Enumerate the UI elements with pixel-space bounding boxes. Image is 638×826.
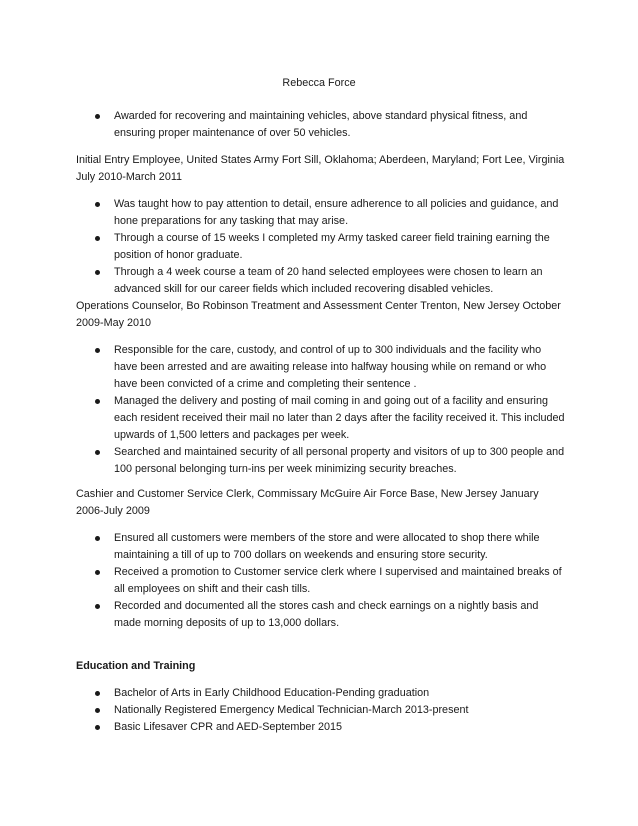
list-item: Awarded for recovering and maintaining vehicles, above standard physical fitness, and ensuring proper maintenance of over 50 vehicles.	[76, 108, 566, 142]
list-item: Searched and maintained security of all personal property and visitors of up to 300 people and 100 personal belonging turn-ins per week minimizing security breaches.	[76, 444, 566, 478]
list-item: Was taught how to pay attention to detail, ensure adherence to all policies and guidance, and hone preparations for any tasking that may arise.	[76, 196, 566, 230]
list-item: Through a 4 week course a team of 20 hand selected employees were chosen to learn an advanced skill for our career fields which included recovering disabled vehicles.	[76, 264, 566, 298]
job-heading: Operations Counselor, Bo Robinson Treatment and Assessment Center Trenton, New Jersey October 2009-May 2010	[76, 300, 561, 329]
job-bullet-list	[76, 530, 566, 632]
education-title: Education and Training	[76, 660, 196, 672]
job-bullet-list	[76, 196, 566, 298]
job-bullet-list	[76, 342, 566, 478]
list-item: Responsible for the care, custody, and control of up to 300 individuals and the facility who have been arrested and are awaiting release into halfway housing while on remand or who have been convicted of a crime and completing their sentence .	[76, 342, 566, 393]
job-section-cashier	[76, 486, 566, 632]
list-item: Recorded and documented all the stores cash and check earnings on a nightly basis and made morning deposits of up to 13,000 dollars.	[76, 598, 566, 632]
list-item: Basic Lifesaver CPR and AED-September 2015	[76, 719, 566, 736]
job-heading: Cashier and Customer Service Clerk, Commissary McGuire Air Force Base, New Jersey January 2006-July 2009	[76, 488, 539, 517]
list-item: Nationally Registered Emergency Medical Technician-March 2013-present	[76, 702, 566, 719]
education-section	[76, 658, 566, 736]
job-heading: Initial Entry Employee, United States Army Fort Sill, Oklahoma; Aberdeen, Maryland; Fort Lee, Virginia July 2010-March 2011	[76, 154, 565, 183]
intro-section	[76, 108, 566, 142]
education-bullet-list	[76, 685, 566, 736]
list-item: Received a promotion to Customer service clerk where I supervised and maintained breaks of all employees on shift and their cash tills.	[76, 564, 566, 598]
list-item: Through a course of 15 weeks I completed my Army tasked career field training earning the position of honor graduate.	[76, 230, 566, 264]
list-item: Ensured all customers were members of the store and were allocated to shop there while maintaining a till of up to 700 dollars on weekends and ensuring store security.	[76, 530, 566, 564]
list-item: Bachelor of Arts in Early Childhood Education-Pending graduation	[76, 685, 566, 702]
job-section-counselor	[76, 298, 566, 478]
resume-name: Rebecca Force	[282, 77, 356, 89]
job-section-army	[76, 152, 566, 298]
intro-bullet-list	[76, 108, 566, 142]
list-item: Managed the delivery and posting of mail coming in and going out of a facility and ensuring each resident received their mail no later than 2 days after the facility received it. This included upwards of 1,500 letters and packages per week.	[76, 393, 566, 444]
